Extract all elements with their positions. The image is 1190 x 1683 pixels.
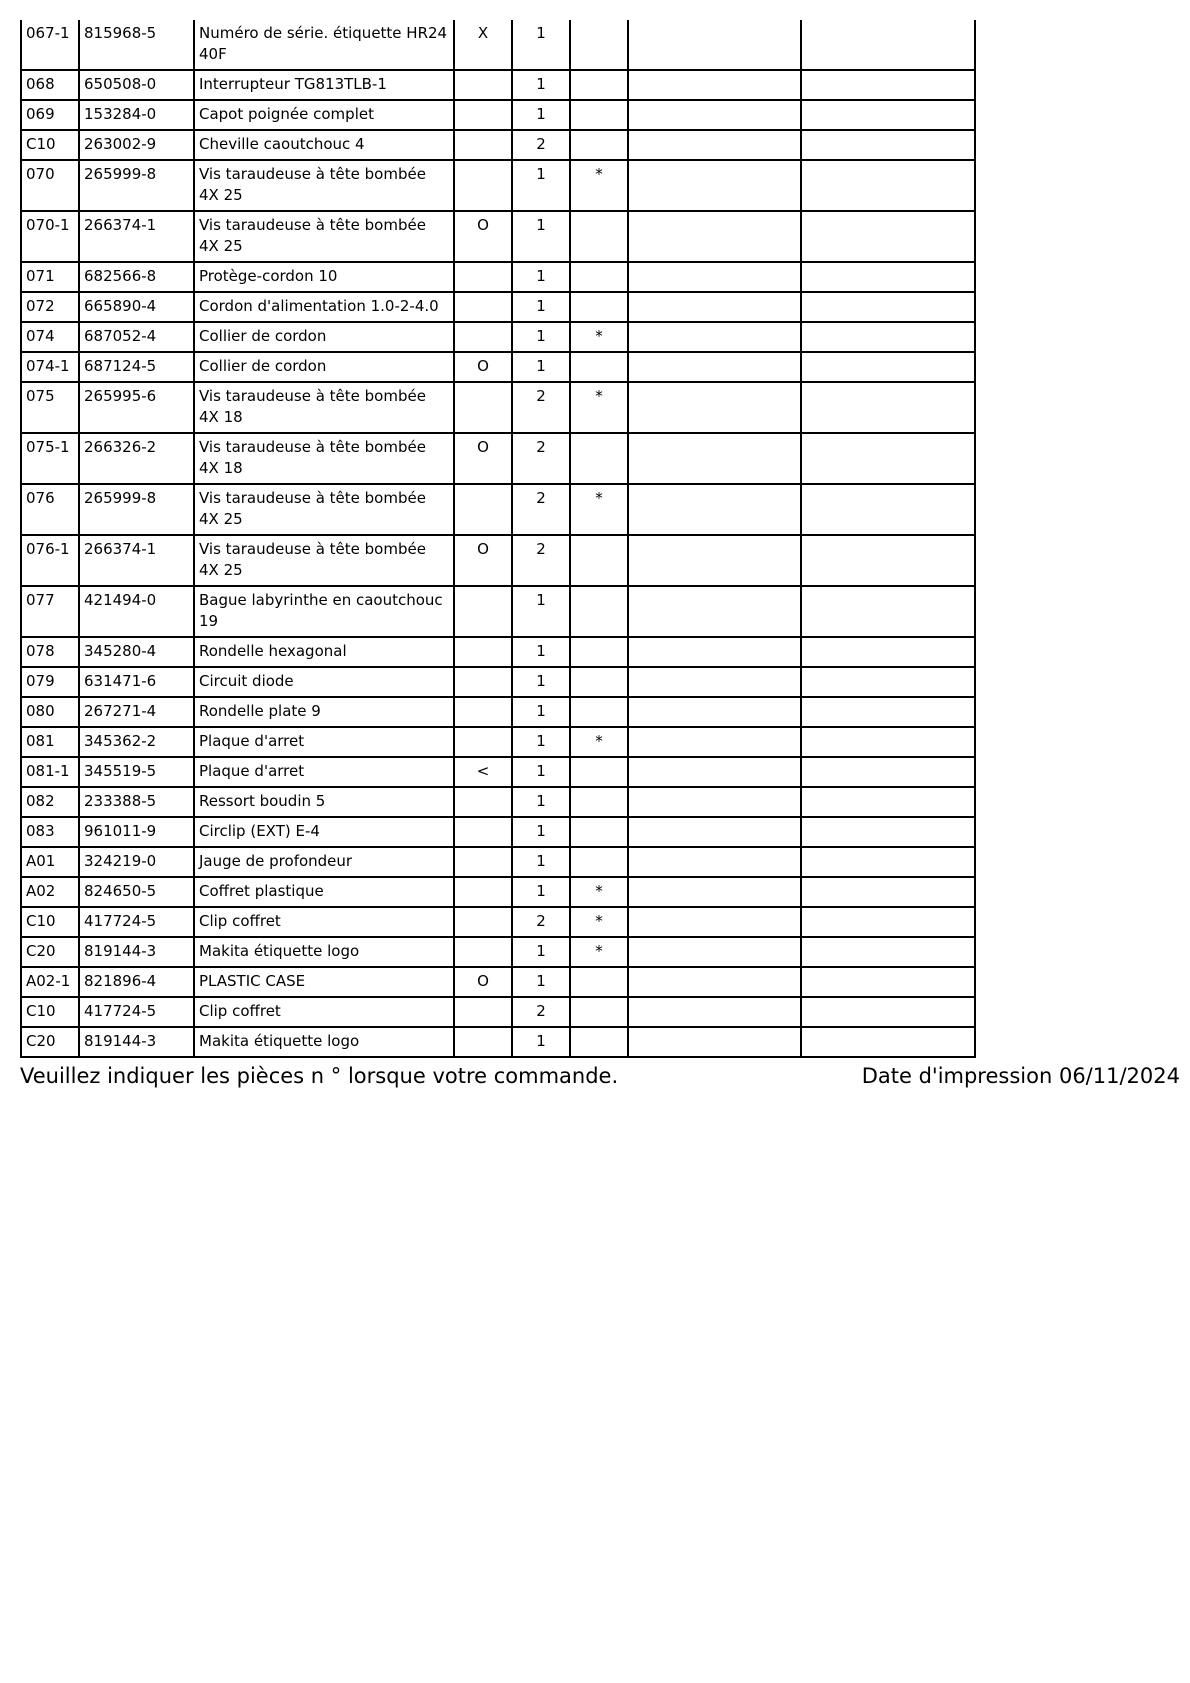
quantity-cell: 2 <box>512 907 570 937</box>
blank-cell <box>801 787 975 817</box>
page-footer <box>20 1062 1180 1092</box>
quantity-cell: 1 <box>512 322 570 352</box>
blank-cell <box>801 211 975 262</box>
table-row <box>21 20 975 70</box>
part-number-cell: 266326-2 <box>79 433 194 484</box>
table-row <box>21 727 975 757</box>
description-cell: Circuit diode <box>194 667 454 697</box>
mark-cell <box>454 817 512 847</box>
part-number-cell: 345362-2 <box>79 727 194 757</box>
blank-cell <box>801 637 975 667</box>
description-cell: Clip coffret <box>194 997 454 1027</box>
note-cell <box>570 997 628 1027</box>
table-row <box>21 637 975 667</box>
description-cell: Cordon d'alimentation 1.0-2-4.0 <box>194 292 454 322</box>
note-cell <box>570 697 628 727</box>
part-number-cell: 687124-5 <box>79 352 194 382</box>
blank-cell <box>628 757 801 787</box>
table-row <box>21 667 975 697</box>
item-number-cell: 079 <box>21 667 79 697</box>
note-cell: * <box>570 382 628 433</box>
item-number-cell: C10 <box>21 907 79 937</box>
table-row <box>21 433 975 484</box>
table-row <box>21 484 975 535</box>
quantity-cell: 2 <box>512 433 570 484</box>
print-date: Date d'impression 06/11/2024 <box>861 1064 1180 1088</box>
part-number-cell: 421494-0 <box>79 586 194 637</box>
item-number-cell: 078 <box>21 637 79 667</box>
part-number-cell: 631471-6 <box>79 667 194 697</box>
item-number-cell: 075 <box>21 382 79 433</box>
table-row <box>21 352 975 382</box>
table-row <box>21 937 975 967</box>
description-cell: Plaque d'arret <box>194 727 454 757</box>
part-number-cell: 961011-9 <box>79 817 194 847</box>
note-cell <box>570 787 628 817</box>
quantity-cell: 1 <box>512 352 570 382</box>
mark-cell <box>454 262 512 292</box>
quantity-cell: 1 <box>512 937 570 967</box>
part-number-cell: 665890-4 <box>79 292 194 322</box>
item-number-cell: A01 <box>21 847 79 877</box>
description-cell: Collier de cordon <box>194 322 454 352</box>
blank-cell <box>628 70 801 100</box>
table-row <box>21 100 975 130</box>
item-number-cell: 082 <box>21 787 79 817</box>
mark-cell <box>454 484 512 535</box>
blank-cell <box>628 937 801 967</box>
description-cell: Jauge de profondeur <box>194 847 454 877</box>
mark-cell <box>454 292 512 322</box>
blank-cell <box>628 130 801 160</box>
quantity-cell: 1 <box>512 292 570 322</box>
quantity-cell: 1 <box>512 667 570 697</box>
quantity-cell: 1 <box>512 100 570 130</box>
note-cell: * <box>570 937 628 967</box>
part-number-cell: 324219-0 <box>79 847 194 877</box>
blank-cell <box>628 382 801 433</box>
mark-cell <box>454 160 512 211</box>
note-cell: * <box>570 727 628 757</box>
blank-cell <box>801 535 975 586</box>
part-number-cell: 267271-4 <box>79 697 194 727</box>
blank-cell <box>801 586 975 637</box>
item-number-cell: 081-1 <box>21 757 79 787</box>
blank-cell <box>801 667 975 697</box>
item-number-cell: 081 <box>21 727 79 757</box>
item-number-cell: 069 <box>21 100 79 130</box>
mark-cell <box>454 586 512 637</box>
quantity-cell: 2 <box>512 382 570 433</box>
mark-cell <box>454 697 512 727</box>
blank-cell <box>628 535 801 586</box>
quantity-cell: 1 <box>512 70 570 100</box>
blank-cell <box>628 787 801 817</box>
description-cell: Vis taraudeuse à tête bombée 4X 25 <box>194 160 454 211</box>
blank-cell <box>801 433 975 484</box>
note-cell <box>570 967 628 997</box>
mark-cell <box>454 667 512 697</box>
note-cell: * <box>570 322 628 352</box>
item-number-cell: C20 <box>21 937 79 967</box>
note-cell <box>570 352 628 382</box>
mark-cell: O <box>454 352 512 382</box>
mark-cell <box>454 997 512 1027</box>
blank-cell <box>801 70 975 100</box>
quantity-cell: 2 <box>512 997 570 1027</box>
part-number-cell: 265999-8 <box>79 160 194 211</box>
blank-cell <box>801 907 975 937</box>
table-row <box>21 817 975 847</box>
blank-cell <box>801 727 975 757</box>
item-number-cell: 070-1 <box>21 211 79 262</box>
table-row <box>21 1027 975 1057</box>
blank-cell <box>628 433 801 484</box>
table-row <box>21 382 975 433</box>
blank-cell <box>628 667 801 697</box>
description-cell: Coffret plastique <box>194 877 454 907</box>
table-row <box>21 997 975 1027</box>
mark-cell <box>454 937 512 967</box>
part-number-cell: 266374-1 <box>79 211 194 262</box>
blank-cell <box>628 352 801 382</box>
part-number-cell: 266374-1 <box>79 535 194 586</box>
blank-cell <box>801 100 975 130</box>
table-row <box>21 907 975 937</box>
description-cell: Makita étiquette logo <box>194 937 454 967</box>
description-cell: Collier de cordon <box>194 352 454 382</box>
blank-cell <box>628 292 801 322</box>
blank-cell <box>628 586 801 637</box>
item-number-cell: 077 <box>21 586 79 637</box>
table-row <box>21 292 975 322</box>
part-number-cell: 821896-4 <box>79 967 194 997</box>
quantity-cell: 1 <box>512 787 570 817</box>
blank-cell <box>628 967 801 997</box>
mark-cell: O <box>454 967 512 997</box>
blank-cell <box>628 817 801 847</box>
description-cell: Numéro de série. étiquette HR24 40F <box>194 20 454 70</box>
blank-cell <box>801 352 975 382</box>
mark-cell <box>454 382 512 433</box>
mark-cell: O <box>454 433 512 484</box>
part-number-cell: 650508-0 <box>79 70 194 100</box>
blank-cell <box>628 211 801 262</box>
note-cell <box>570 847 628 877</box>
table-row <box>21 877 975 907</box>
quantity-cell: 1 <box>512 586 570 637</box>
description-cell: Protège-cordon 10 <box>194 262 454 292</box>
description-cell: Capot poignée complet <box>194 100 454 130</box>
note-cell <box>570 817 628 847</box>
mark-cell <box>454 1027 512 1057</box>
quantity-cell: 2 <box>512 484 570 535</box>
part-number-cell: 687052-4 <box>79 322 194 352</box>
blank-cell <box>628 322 801 352</box>
item-number-cell: 072 <box>21 292 79 322</box>
quantity-cell: 1 <box>512 637 570 667</box>
blank-cell <box>801 937 975 967</box>
part-number-cell: 263002-9 <box>79 130 194 160</box>
mark-cell <box>454 787 512 817</box>
blank-cell <box>628 847 801 877</box>
note-cell <box>570 262 628 292</box>
quantity-cell: 1 <box>512 262 570 292</box>
table-row <box>21 160 975 211</box>
blank-cell <box>801 967 975 997</box>
blank-cell <box>801 20 975 70</box>
item-number-cell: 068 <box>21 70 79 100</box>
quantity-cell: 1 <box>512 697 570 727</box>
part-number-cell: 682566-8 <box>79 262 194 292</box>
part-number-cell: 345280-4 <box>79 637 194 667</box>
blank-cell <box>801 484 975 535</box>
note-cell: * <box>570 160 628 211</box>
blank-cell <box>801 1027 975 1057</box>
blank-cell <box>801 160 975 211</box>
note-cell <box>570 211 628 262</box>
description-cell: Clip coffret <box>194 907 454 937</box>
blank-cell <box>801 322 975 352</box>
part-number-cell: 233388-5 <box>79 787 194 817</box>
mark-cell: < <box>454 757 512 787</box>
description-cell: Interrupteur TG813TLB-1 <box>194 70 454 100</box>
note-cell <box>570 637 628 667</box>
part-number-cell: 345519-5 <box>79 757 194 787</box>
part-number-cell: 265999-8 <box>79 484 194 535</box>
quantity-cell: 1 <box>512 20 570 70</box>
note-cell <box>570 586 628 637</box>
quantity-cell: 1 <box>512 727 570 757</box>
note-cell: * <box>570 484 628 535</box>
note-cell <box>570 667 628 697</box>
part-number-cell: 819144-3 <box>79 937 194 967</box>
item-number-cell: 075-1 <box>21 433 79 484</box>
blank-cell <box>801 382 975 433</box>
table-row <box>21 847 975 877</box>
description-cell: PLASTIC CASE <box>194 967 454 997</box>
blank-cell <box>628 907 801 937</box>
table-row <box>21 262 975 292</box>
blank-cell <box>801 847 975 877</box>
table-row <box>21 322 975 352</box>
mark-cell: O <box>454 535 512 586</box>
item-number-cell: 070 <box>21 160 79 211</box>
description-cell: Vis taraudeuse à tête bombée 4X 25 <box>194 535 454 586</box>
description-cell: Rondelle plate 9 <box>194 697 454 727</box>
item-number-cell: 071 <box>21 262 79 292</box>
description-cell: Vis taraudeuse à tête bombée 4X 18 <box>194 382 454 433</box>
blank-cell <box>628 1027 801 1057</box>
note-cell <box>570 535 628 586</box>
note-cell <box>570 757 628 787</box>
table-row <box>21 586 975 637</box>
quantity-cell: 1 <box>512 817 570 847</box>
quantity-cell: 1 <box>512 967 570 997</box>
parts-table-body <box>21 20 975 1057</box>
part-number-cell: 153284-0 <box>79 100 194 130</box>
blank-cell <box>628 997 801 1027</box>
note-cell <box>570 130 628 160</box>
mark-cell: X <box>454 20 512 70</box>
note-cell <box>570 433 628 484</box>
description-cell: Vis taraudeuse à tête bombée 4X 25 <box>194 484 454 535</box>
item-number-cell: 080 <box>21 697 79 727</box>
quantity-cell: 2 <box>512 535 570 586</box>
item-number-cell: C10 <box>21 130 79 160</box>
mark-cell <box>454 907 512 937</box>
blank-cell <box>628 877 801 907</box>
part-number-cell: 819144-3 <box>79 1027 194 1057</box>
table-row <box>21 535 975 586</box>
note-cell <box>570 292 628 322</box>
blank-cell <box>801 130 975 160</box>
mark-cell <box>454 322 512 352</box>
note-cell <box>570 20 628 70</box>
item-number-cell: 067-1 <box>21 20 79 70</box>
table-row <box>21 70 975 100</box>
quantity-cell: 1 <box>512 757 570 787</box>
description-cell: Vis taraudeuse à tête bombée 4X 18 <box>194 433 454 484</box>
note-cell <box>570 70 628 100</box>
item-number-cell: A02-1 <box>21 967 79 997</box>
blank-cell <box>628 160 801 211</box>
mark-cell <box>454 100 512 130</box>
note-cell <box>570 100 628 130</box>
blank-cell <box>801 292 975 322</box>
table-row <box>21 697 975 727</box>
description-cell: Ressort boudin 5 <box>194 787 454 817</box>
blank-cell <box>801 697 975 727</box>
table-row <box>21 211 975 262</box>
part-number-cell: 265995-6 <box>79 382 194 433</box>
description-cell: Rondelle hexagonal <box>194 637 454 667</box>
item-number-cell: C20 <box>21 1027 79 1057</box>
quantity-cell: 2 <box>512 130 570 160</box>
table-row <box>21 757 975 787</box>
part-number-cell: 815968-5 <box>79 20 194 70</box>
item-number-cell: 083 <box>21 817 79 847</box>
blank-cell <box>628 20 801 70</box>
blank-cell <box>801 817 975 847</box>
blank-cell <box>628 262 801 292</box>
note-cell: * <box>570 907 628 937</box>
mark-cell: O <box>454 211 512 262</box>
note-cell: * <box>570 877 628 907</box>
blank-cell <box>628 697 801 727</box>
mark-cell <box>454 727 512 757</box>
part-number-cell: 417724-5 <box>79 907 194 937</box>
item-number-cell: 074 <box>21 322 79 352</box>
description-cell: Bague labyrinthe en caoutchouc 19 <box>194 586 454 637</box>
item-number-cell: 076-1 <box>21 535 79 586</box>
description-cell: Makita étiquette logo <box>194 1027 454 1057</box>
parts-table <box>20 20 976 1058</box>
blank-cell <box>801 997 975 1027</box>
blank-cell <box>628 637 801 667</box>
mark-cell <box>454 847 512 877</box>
table-row <box>21 967 975 997</box>
description-cell: Circlip (EXT) E-4 <box>194 817 454 847</box>
description-cell: Cheville caoutchouc 4 <box>194 130 454 160</box>
blank-cell <box>801 877 975 907</box>
mark-cell <box>454 637 512 667</box>
note-cell <box>570 1027 628 1057</box>
quantity-cell: 1 <box>512 1027 570 1057</box>
quantity-cell: 1 <box>512 847 570 877</box>
quantity-cell: 1 <box>512 877 570 907</box>
description-cell: Vis taraudeuse à tête bombée 4X 25 <box>194 211 454 262</box>
order-instruction: Veuillez indiquer les pièces n ° lorsque votre commande. <box>20 1064 619 1088</box>
part-number-cell: 417724-5 <box>79 997 194 1027</box>
part-number-cell: 824650-5 <box>79 877 194 907</box>
item-number-cell: C10 <box>21 997 79 1027</box>
mark-cell <box>454 130 512 160</box>
mark-cell <box>454 877 512 907</box>
item-number-cell: 074-1 <box>21 352 79 382</box>
table-row <box>21 787 975 817</box>
mark-cell <box>454 70 512 100</box>
description-cell: Plaque d'arret <box>194 757 454 787</box>
blank-cell <box>801 757 975 787</box>
parts-list-page <box>20 20 1180 1092</box>
quantity-cell: 1 <box>512 160 570 211</box>
item-number-cell: 076 <box>21 484 79 535</box>
table-row <box>21 130 975 160</box>
blank-cell <box>628 100 801 130</box>
blank-cell <box>628 727 801 757</box>
item-number-cell: A02 <box>21 877 79 907</box>
blank-cell <box>801 262 975 292</box>
quantity-cell: 1 <box>512 211 570 262</box>
blank-cell <box>628 484 801 535</box>
